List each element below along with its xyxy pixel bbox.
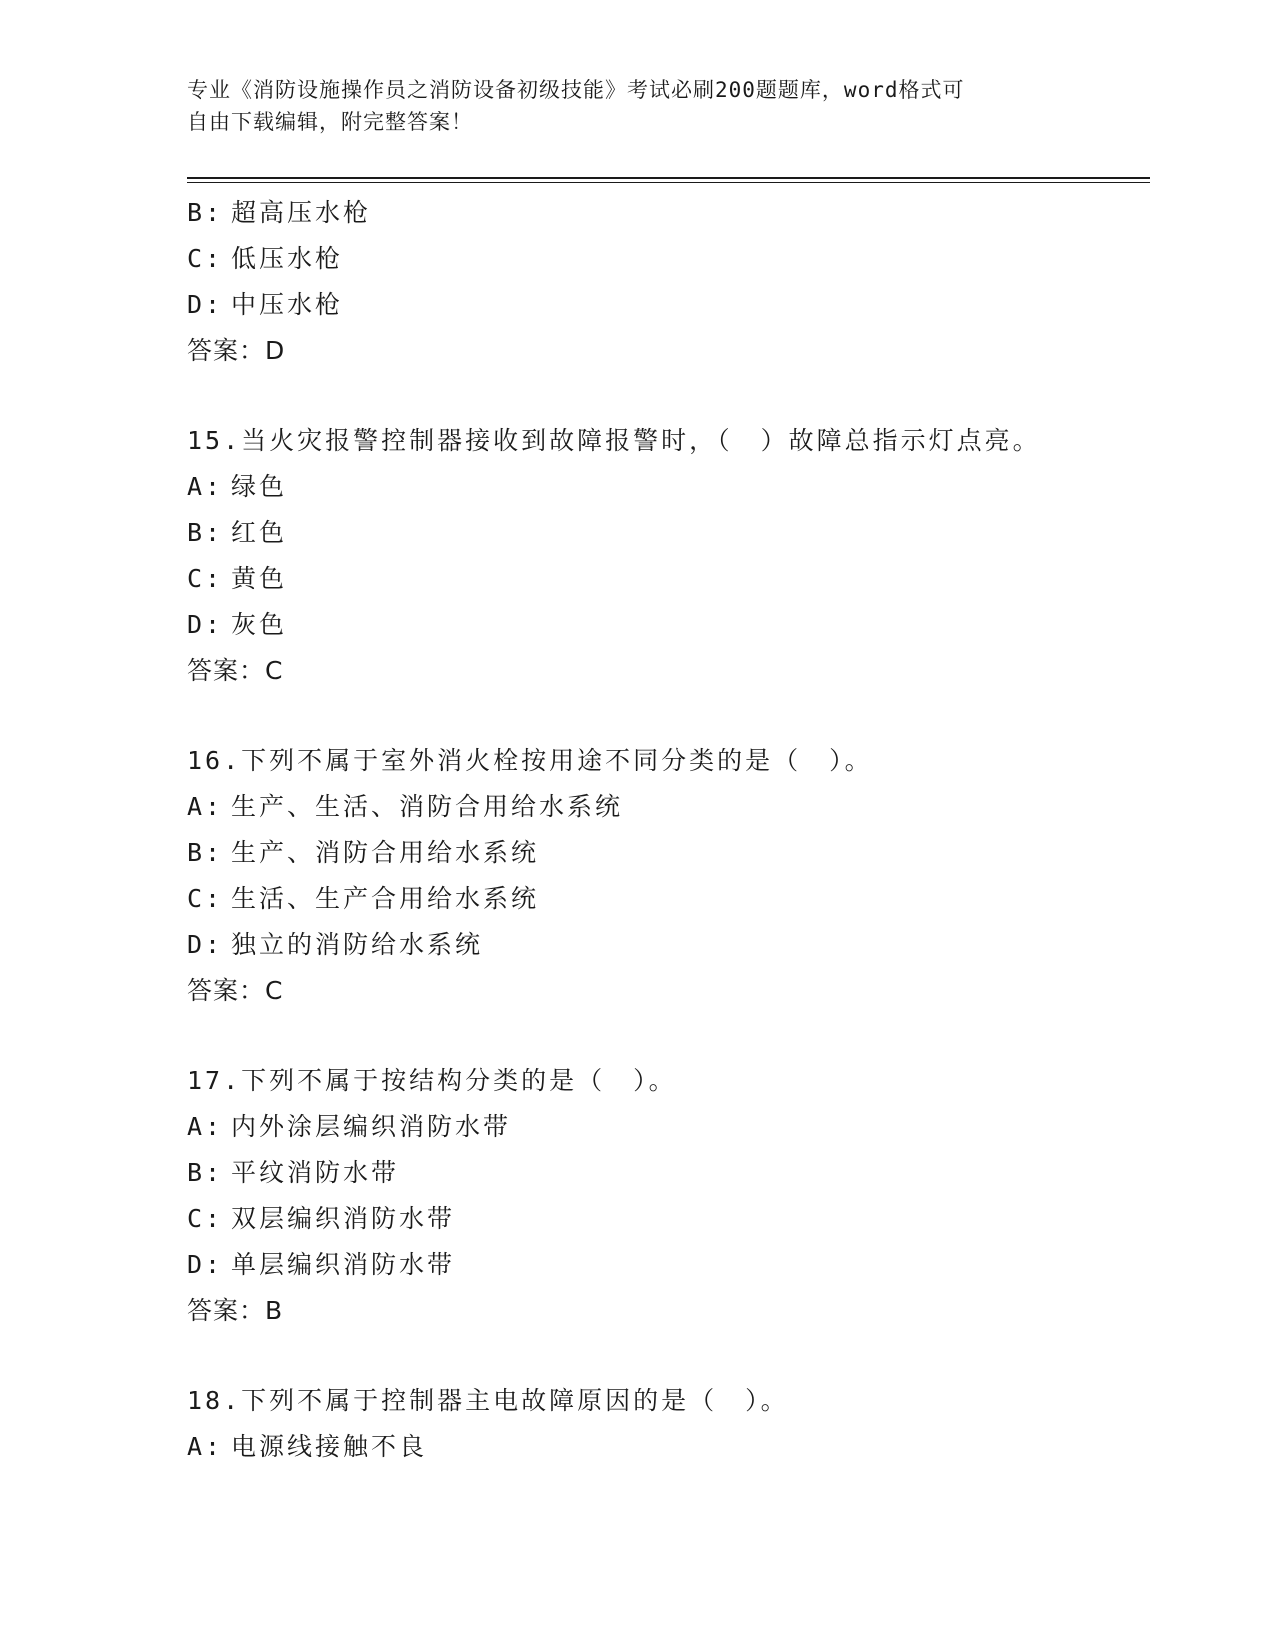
option-c: C: 黄色 xyxy=(187,564,288,593)
option-c: C: 双层编织消防水带 xyxy=(187,1204,456,1233)
question-block xyxy=(187,738,1147,1014)
option-b: B: 生产、消防合用给水系统 xyxy=(187,838,540,867)
question-block-continued xyxy=(187,190,1147,374)
question-block xyxy=(187,1058,1147,1334)
question-text: 15.当火灾报警控制器接收到故障报警时，（ ）故障总指示灯点亮。 xyxy=(187,426,1041,455)
question-text: 17.下列不属于按结构分类的是（ ）。 xyxy=(187,1066,677,1095)
question-block xyxy=(187,418,1147,694)
header-divider-thin xyxy=(187,182,1150,183)
option-a: A: 绿色 xyxy=(187,472,288,501)
question-block xyxy=(187,1378,1147,1470)
header-divider-thick xyxy=(187,177,1150,179)
option-b: B: 平纹消防水带 xyxy=(187,1158,400,1187)
option-c: C: 低压水枪 xyxy=(187,244,344,273)
answer-line: 答案：B xyxy=(187,1296,284,1325)
option-b: B: 红色 xyxy=(187,518,288,547)
option-d: D: 单层编织消防水带 xyxy=(187,1250,456,1279)
header-line-2: 自由下载编辑，附完整答案！ xyxy=(187,110,473,134)
option-c: C: 生活、生产合用给水系统 xyxy=(187,884,540,913)
question-list xyxy=(187,190,1147,1470)
document-header xyxy=(187,74,1067,138)
answer-line: 答案：D xyxy=(187,336,286,365)
option-d: D: 灰色 xyxy=(187,610,288,639)
answer-line: 答案：C xyxy=(187,976,284,1005)
header-line-1: 专业《消防设施操作员之消防设备初级技能》考试必刷200题题库，word格式可 xyxy=(187,78,965,102)
option-a: A: 内外涂层编织消防水带 xyxy=(187,1112,512,1141)
question-text: 16.下列不属于室外消火栓按用途不同分类的是（ ）。 xyxy=(187,746,873,775)
answer-line: 答案：C xyxy=(187,656,284,685)
question-text: 18.下列不属于控制器主电故障原因的是（ ）。 xyxy=(187,1386,789,1415)
option-a: A: 生产、生活、消防合用给水系统 xyxy=(187,792,624,821)
option-d: D: 中压水枪 xyxy=(187,290,344,319)
option-d: D: 独立的消防给水系统 xyxy=(187,930,484,959)
option-a: A: 电源线接触不良 xyxy=(187,1432,428,1461)
option-b: B: 超高压水枪 xyxy=(187,198,372,227)
